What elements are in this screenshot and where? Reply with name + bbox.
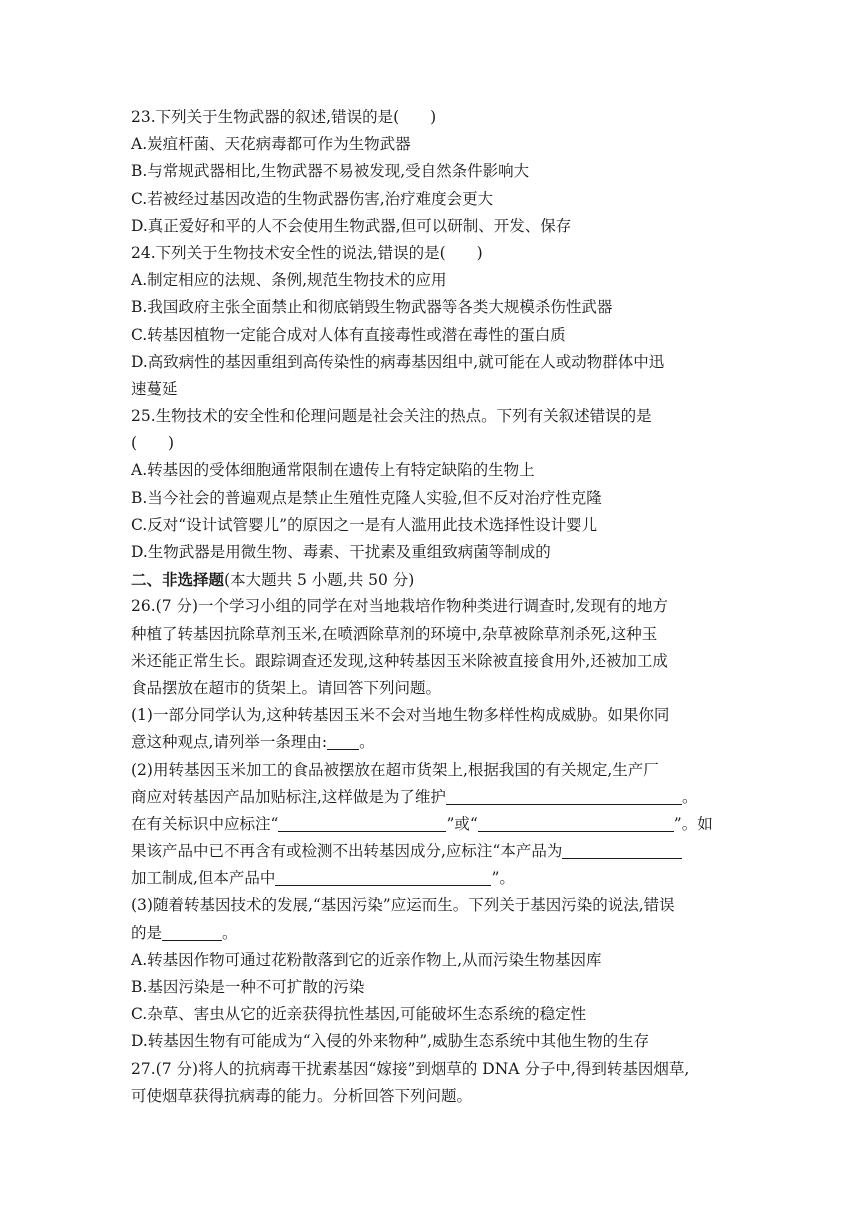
page-content xyxy=(131,104,731,1110)
q26-part3-end: 。 xyxy=(222,923,238,942)
q23-option-c: C.若被经过基因改造的生物武器伤害,治疗难度会更大 xyxy=(131,189,494,208)
q24-option-d-line1: D.高致病性的基因重组到高传染性的病毒基因组中,就可能在人或动物群体中迅 xyxy=(131,352,665,371)
q26-part3-line2 xyxy=(131,920,731,947)
q26-option-b: B.基因污染是一种不可扩散的污染 xyxy=(131,978,365,996)
q26-part2-answer-blank-2[interactable] xyxy=(278,814,446,832)
q26-part1-line1: (1)一部分同学认为,这种转基因玉米不会对当地生物多样性构成威胁。如果你同 xyxy=(131,706,670,725)
q26-part2-label-text-4: 果该产品中已不再含有或检测不出转基因成分,应标注“本产品为 xyxy=(131,842,563,861)
q24-option-a: A.制定相应的法规、条例,规范生物技术的应用 xyxy=(131,271,447,290)
q26-part2-label-text-1: 在有关标识中应标注“ xyxy=(131,814,279,833)
q26-part3-answer-blank[interactable] xyxy=(162,923,222,941)
q25-option-a: A.转基因的受体细胞通常限制在遗传上有特定缺陷的生物上 xyxy=(131,461,535,480)
q26-part1-answer-blank[interactable] xyxy=(327,732,359,750)
q24-option-d-line2: 速蔓延 xyxy=(131,379,178,398)
q26-part2-end: 。 xyxy=(681,787,698,806)
q26-stem-line1: 26.(7 分)一个学习小组的同学在对当地栽培作物种类进行调查时,发现有的地方 xyxy=(131,597,668,616)
q24-stem: 24.下列关于生物技术安全性的说法,错误的是( ) xyxy=(131,243,483,262)
q26-part2-answer-blank-5[interactable] xyxy=(275,868,491,886)
q25-option-b: B.当今社会的普遍观点是禁止生殖性克隆人实验,但不反对治疗性克隆 xyxy=(131,488,602,507)
q25-stem-line2: ( ) xyxy=(131,434,175,453)
q26-stem-line3: 米还能正常生长。跟踪调查还发现,这种转基因玉米除被直接食用外,还被加工成 xyxy=(131,651,668,670)
q23-option-d: D.真正爱好和平的人不会使用生物武器,但可以研制、开发、保存 xyxy=(131,216,572,235)
q26-part2-line4 xyxy=(131,838,731,865)
q26-part2-answer-blank-1[interactable] xyxy=(446,787,682,805)
q26-part3-line1: (3)随着转基因技术的发展,“基因污染”应运而生。下列关于基因污染的说法,错误 xyxy=(131,896,675,915)
section-note: (本大题共 5 小题,共 50 分) xyxy=(224,571,415,590)
q26-part2-label-text-3: ”。如 xyxy=(673,814,713,833)
q26-part1-line2 xyxy=(131,729,731,756)
q26-part2-answer-blank-4[interactable] xyxy=(562,841,682,859)
q26-part2-answer-blank-3[interactable] xyxy=(478,814,674,832)
q26-part2-line1: (2)用转基因玉米加工的食品被摆放在超市货架上,根据我国的有关规定,生产厂 xyxy=(131,760,659,779)
q26-part2-label-text-6: ”。 xyxy=(491,869,515,888)
q26-option-d: D.转基因生物有可能成为“入侵的外来物种”,威胁生态系统中其他生物的生存 xyxy=(131,1032,650,1051)
q24-option-c: C.转基因植物一定能合成对人体有直接毒性或潜在毒性的蛋白质 xyxy=(131,325,566,344)
q26-part2-label-text-5: 加工制成,但本产品中 xyxy=(131,869,276,888)
q23-stem: 23.下列关于生物武器的叙述,错误的是( ) xyxy=(131,108,437,126)
q24-option-b: B.我国政府主张全面禁止和彻底销毁生物武器等各类大规模杀伤性武器 xyxy=(131,298,613,317)
q26-part2-line3 xyxy=(131,811,731,838)
q27-stem-line2: 可使烟草获得抗病毒的能力。分析回答下列问题。 xyxy=(131,1086,473,1105)
q26-part3-prompt: 的是 xyxy=(131,923,163,942)
q26-part1-end: 。 xyxy=(359,733,375,752)
q26-stem-line4: 食品摆放在超市的货架上。请回答下列问题。 xyxy=(131,678,442,697)
q23-option-a: A.炭疽杆菌、天花病毒都可作为生物武器 xyxy=(131,135,411,154)
q25-option-d: D.生物武器是用微生物、毒素、干扰素及重组致病菌等制成的 xyxy=(131,543,551,561)
q26-part2-line2 xyxy=(131,784,731,811)
q23-option-b: B.与常规武器相比,生物武器不易被发现,受自然条件影响大 xyxy=(131,162,530,181)
q25-stem-line1: 25.生物技术的安全性和伦理问题是社会关注的热点。下列有关叙述错误的是 xyxy=(131,407,652,426)
q25-option-c: C.反对“设计试管婴儿”的原因之一是有人滥用此技术选择性设计婴儿 xyxy=(131,515,598,534)
q26-part1-prompt: 意这种观点,请列举一条理由: xyxy=(131,733,328,752)
section-title: 二、非选择题 xyxy=(131,570,225,590)
q26-option-a: A.转基因作物可通过花粉散落到它的近亲作物上,从而污染生物基因库 xyxy=(131,950,602,969)
q26-part2-line5 xyxy=(131,865,731,892)
q27-stem-line1: 27.(7 分)将人的抗病毒干扰素基因“嫁接”到烟草的 DNA 分子中,得到转基因烟草, xyxy=(131,1059,690,1078)
section-heading xyxy=(131,566,731,593)
q26-part2-label-text-2: ”或“ xyxy=(446,814,478,833)
q26-part2-prompt: 商应对转基因产品加贴标注,这样做是为了维护 xyxy=(131,787,446,806)
q26-option-c: C.杂草、害虫从它的近亲获得抗性基因,可能破坏生态系统的稳定性 xyxy=(131,1005,587,1024)
q26-stem-line2: 种植了转基因抗除草剂玉米,在喷洒除草剂的环境中,杂草被除草剂杀死,这种玉 xyxy=(131,624,658,643)
